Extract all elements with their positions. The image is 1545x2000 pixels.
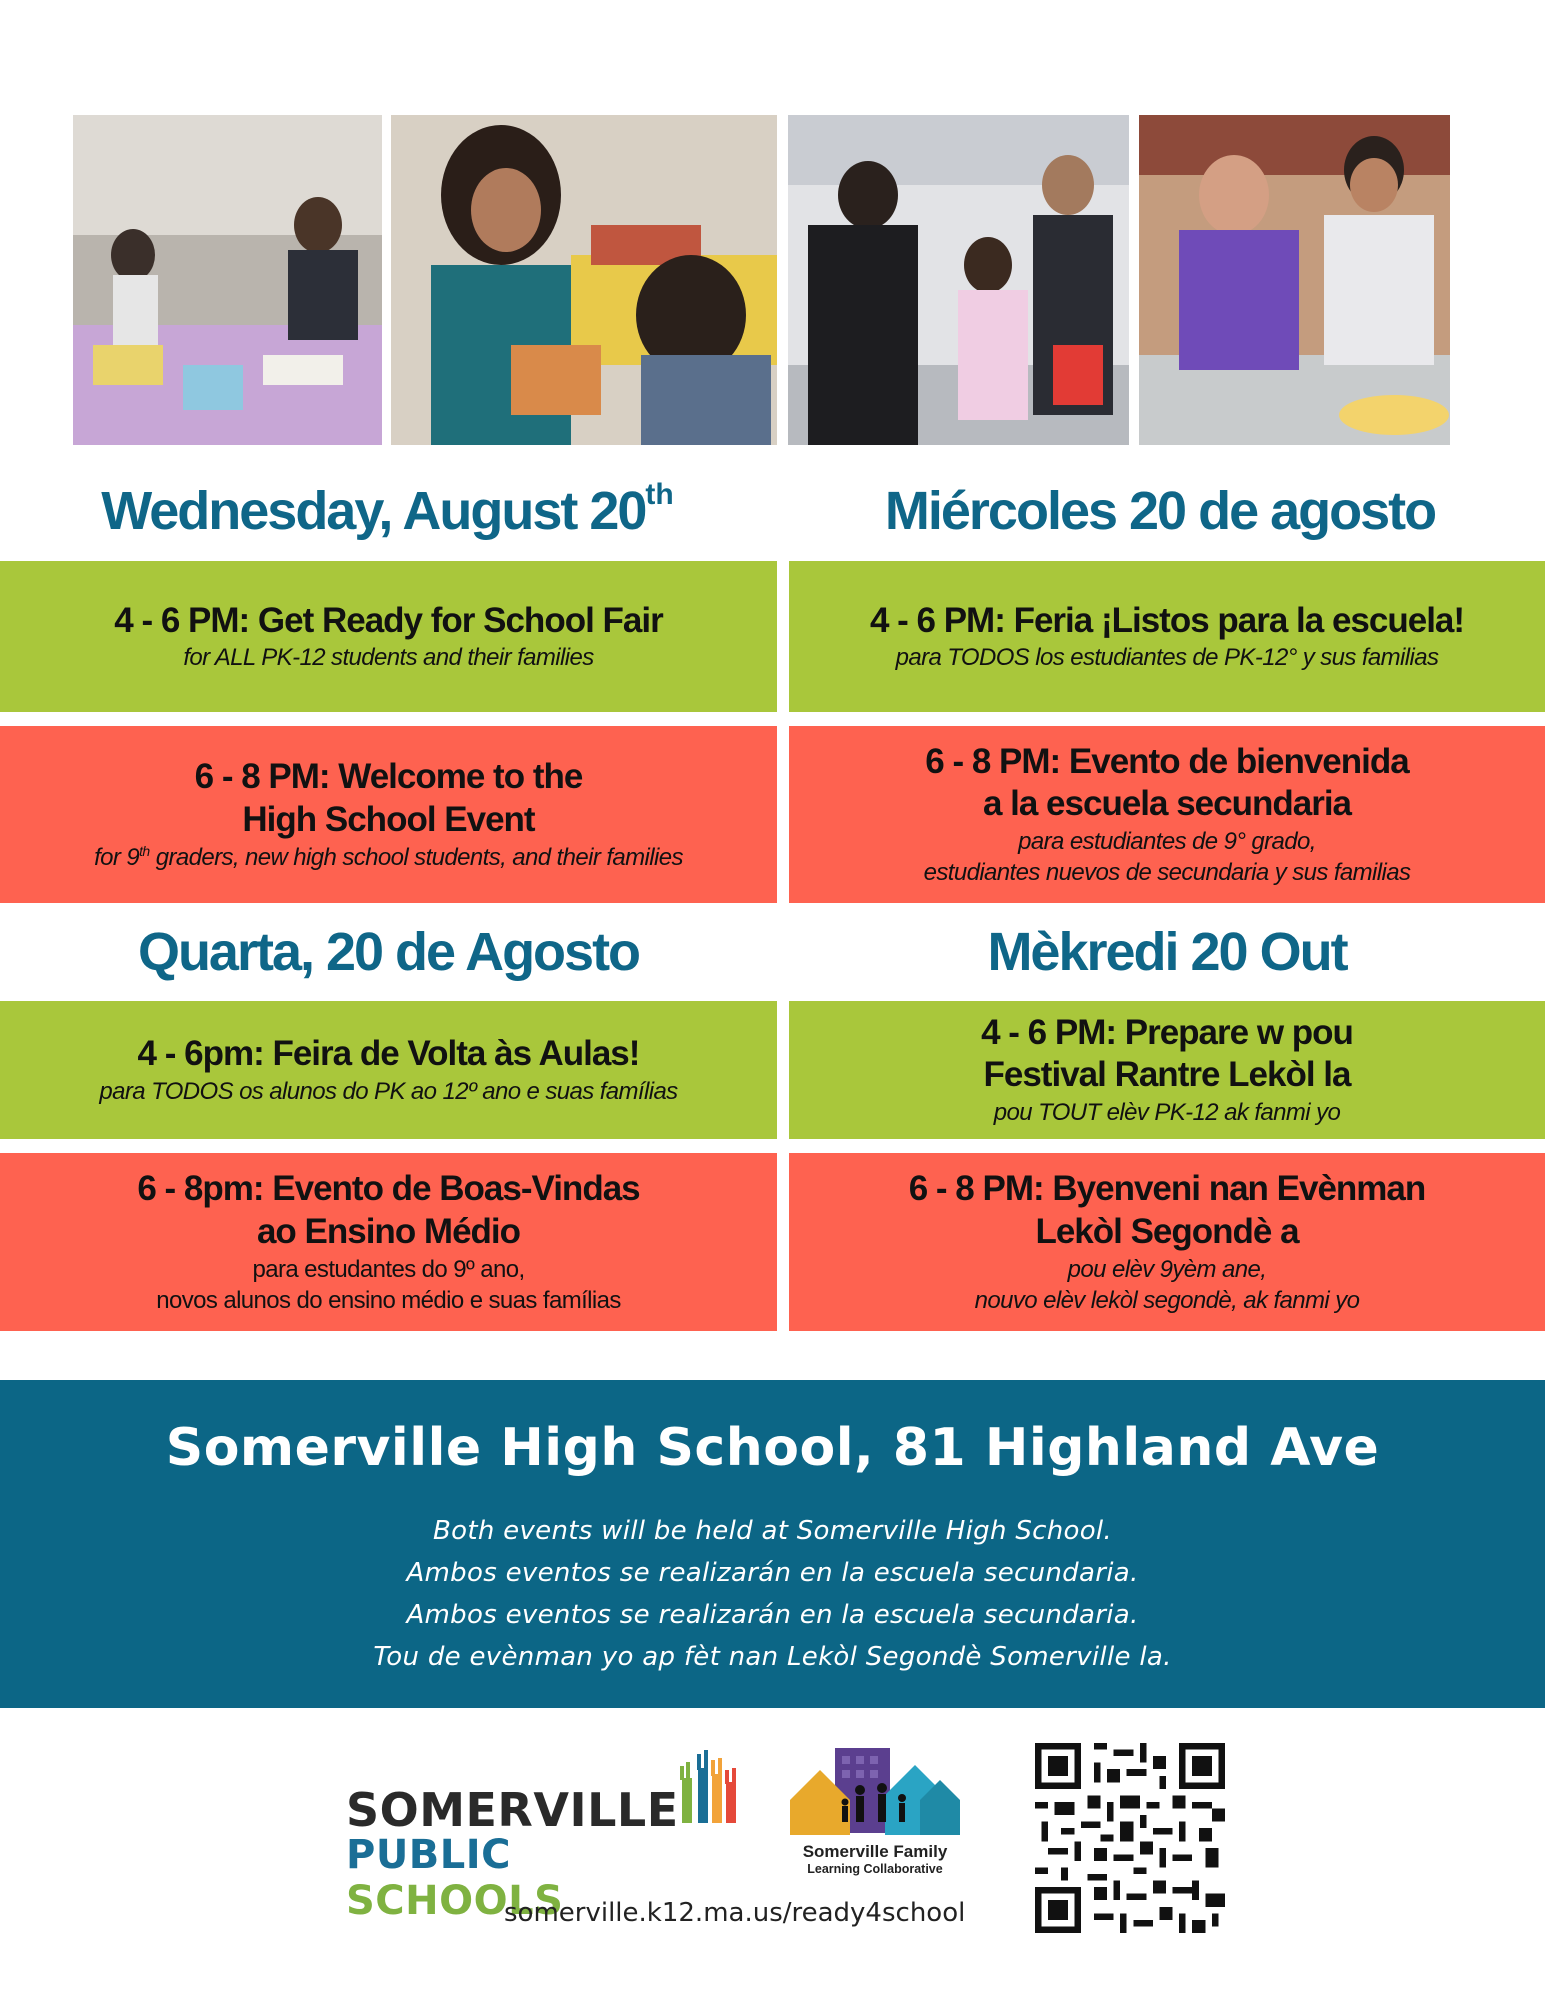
location-note: Both events will be held at Somerville High School. — [432, 1516, 1112, 1546]
location-note: Ambos eventos se realizarán en la escuela secundaria. — [406, 1600, 1139, 1630]
event-fair-haitian — [789, 1001, 1545, 1139]
location-note: Ambos eventos se realizarán en la escuela secundaria. — [406, 1558, 1139, 1588]
event-title: 4 - 6 PM: Feria ¡Listos para la escuela! — [869, 600, 1465, 640]
event-subtitle: for ALL PK-12 students and their families — [183, 644, 594, 672]
event-title-line1: 6 - 8 PM: Evento de bienvenida — [925, 741, 1409, 781]
event-subtitle: para TODOS los estudiantes de PK-12° y sus familias — [895, 644, 1439, 672]
location-banner — [0, 1380, 1545, 1708]
event-title-line2: a la escuela secundaria — [982, 784, 1352, 824]
photo-fair-tables — [73, 115, 382, 445]
heading-portuguese: Quarta, 20 de Agosto — [137, 922, 640, 982]
logo-word-somerville: SOMERVILLE — [346, 1783, 679, 1837]
location-notes — [0, 1510, 1545, 1678]
event-fair-portuguese — [0, 1001, 777, 1139]
event-welcome-portuguese — [0, 1153, 777, 1331]
event-title: 4 - 6 PM: Get Ready for School Fair — [114, 600, 663, 640]
location-title: Somerville High School, 81 Highland Ave — [165, 1418, 1380, 1478]
family-learning-collaborative-logo — [785, 1740, 965, 1900]
photo-teacher-with-child — [391, 115, 777, 445]
event-title-line2: High School Event — [242, 799, 535, 839]
website-url[interactable]: somerville.k12.ma.us/ready4school — [504, 1898, 966, 1928]
photo-ice-cream-stand — [1139, 115, 1450, 445]
event-title-line2: ao Ensino Médio — [256, 1211, 521, 1251]
event-subtitle: for 9th graders, new high school students, and their families — [94, 842, 683, 871]
event-title-line1: 6 - 8 PM: Welcome to the — [194, 757, 583, 797]
photo-greeting-family — [788, 115, 1129, 445]
logo-line-2: Learning Collaborative — [807, 1862, 943, 1876]
event-title-line1: 6 - 8 PM: Byenveni nan Evènman — [908, 1169, 1426, 1209]
event-fair-spanish — [789, 561, 1545, 712]
event-title: 4 - 6pm: Feira de Volta às Aulas! — [137, 1034, 640, 1074]
event-subtitle-line2: estudiantes nuevos de secundaria y sus familias — [923, 859, 1411, 887]
event-welcome-spanish — [789, 726, 1545, 903]
event-title-line1: 6 - 8pm: Evento de Boas-Vindas — [137, 1169, 640, 1209]
event-welcome-english — [0, 726, 777, 903]
raised-hands-icon — [678, 1748, 740, 1838]
event-welcome-haitian — [789, 1153, 1545, 1331]
logo-line-1: Somerville Family — [802, 1842, 948, 1861]
event-subtitle-line1: para estudiantes de 9° grado, — [1018, 828, 1316, 855]
event-subtitle-line2: novos alunos do ensino médio e suas famílias — [156, 1286, 621, 1314]
heading-english: Wednesday, August 20th — [101, 478, 674, 541]
logo-word-public-schools: PUBLIC SCHOOLS — [346, 1832, 564, 1924]
event-subtitle: para TODOS os alunos do PK ao 12º ano e suas famílias — [99, 1077, 678, 1105]
houses-family-icon — [790, 1740, 960, 1840]
qr-code-icon[interactable] — [1035, 1743, 1225, 1933]
event-subtitle-line1: pou elèv 9yèm ane, — [1067, 1255, 1267, 1283]
heading-haitian: Mèkredi 20 Out — [987, 922, 1347, 982]
event-subtitle-line2: nouvo elèv lekòl segondè, ak fanmi yo — [974, 1286, 1360, 1314]
heading-spanish: Miércoles 20 de agosto — [884, 481, 1436, 541]
event-subtitle-line1: para estudantes do 9º ano, — [252, 1255, 525, 1283]
event-title-line1: 4 - 6 PM: Prepare w pou — [981, 1012, 1353, 1052]
location-note: Tou de evènman yo ap fèt nan Lekòl Segondè Somerville la. — [373, 1642, 1172, 1672]
event-title-line2: Lekòl Segondè a — [1035, 1211, 1299, 1251]
event-fair-english — [0, 561, 777, 712]
event-subtitle: pou TOUT elèv PK-12 ak fanmi yo — [993, 1099, 1341, 1127]
somerville-public-schools-logo — [340, 1740, 740, 1924]
event-title-line2: Festival Rantre Lekòl la — [983, 1055, 1351, 1095]
